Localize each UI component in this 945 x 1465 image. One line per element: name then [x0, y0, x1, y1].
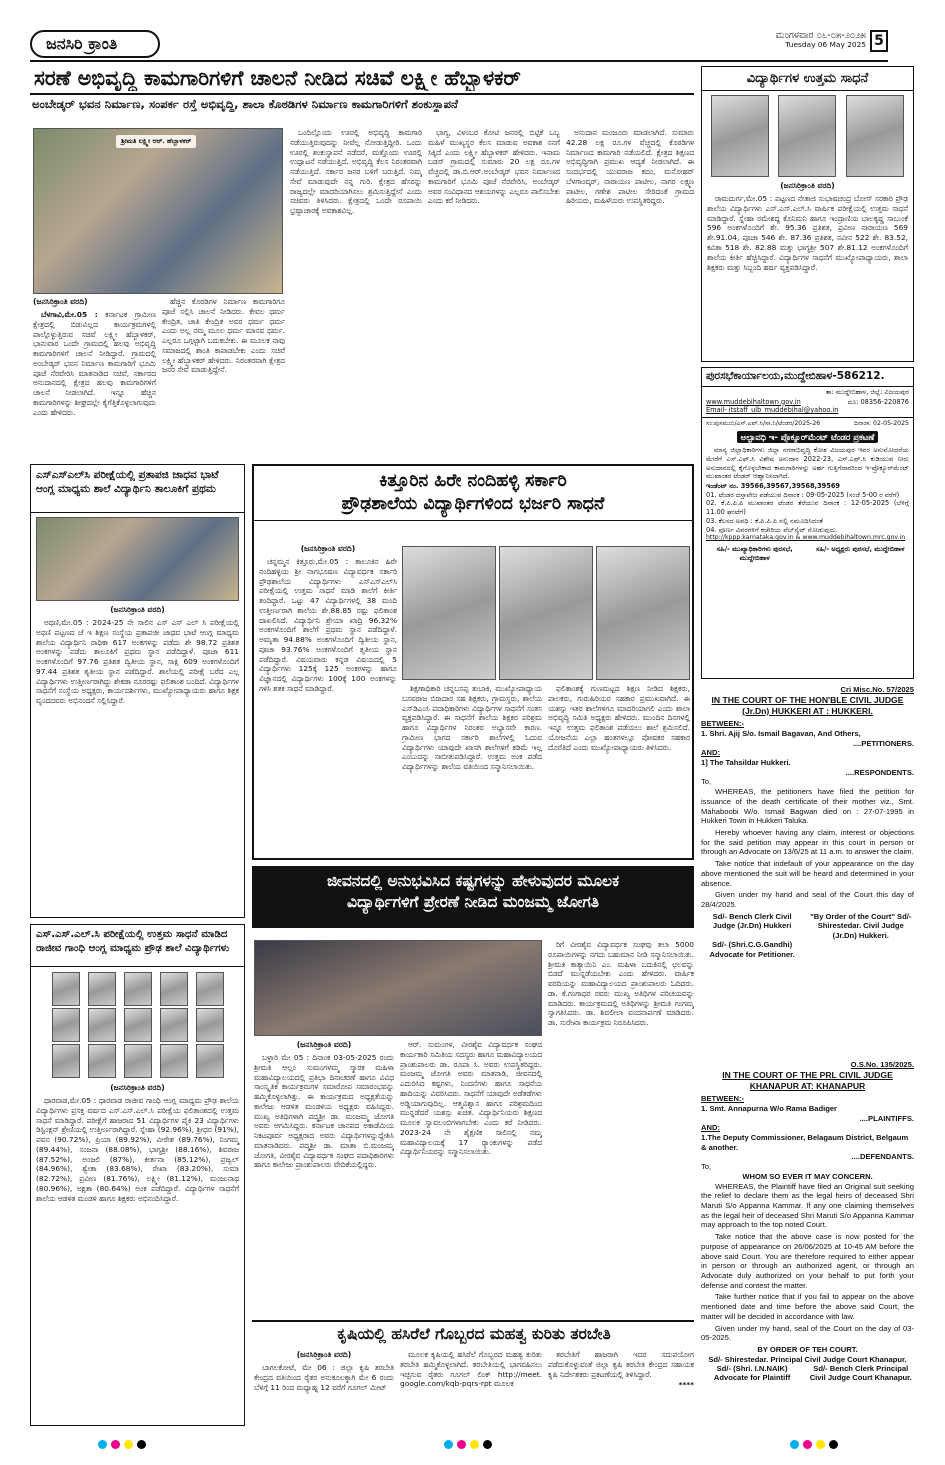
banner-col3	[548, 940, 694, 1316]
left-story1-text	[31, 605, 244, 911]
center-headline-line1: ಕಿತ್ತೂರಿನ ಹಿರೇ ನಂದಿಹಳ್ಳಿ ಸರ್ಕಾರಿ	[379, 471, 567, 491]
tender-item-4: 04. ಪೂರ್ಣ ವಿವರಗಳಿಗೆ ಕಚೇರಿಯ ವೆಬ್‌ಸೈಟ್ ನೋಡುವುದು.	[706, 525, 838, 534]
banner-col3-text: ರಿಗೆ ವೀರಶೈವ ವಿದ್ಯಾವರ್ಧಕ ಸಂಘವು ತಲಾ 5000 ರೂಪಾಯಿಗಳನ್ನು ನಗದು ಬಹುಮಾನ ನೀಡಿ ಸನ್ಮಾನಿಸಲಾಯಿತು. ಶ್ರೀಮತಿ ಕಾತ್ಯಾಯಿನಿ ಎಂ. ಮಹಿಳಾ ಬದುಕಿನಲ್ಲಿ ಛಲವನ್ನು ಬಿಡದೆ ಮುನ್ನಡೆಯಬೇಕು ಎಂದು ಹೇಳಿದರು. ವಾರ್ಷಿಕ ವರದಿಯನ್ನು ಮಹಾವಿದ್ಯಾಲಯದ ಪ್ರಾಂಶುಪಾಲರು ಓದಿದರು. ಡಾ. ಕೆ.ಗಂಗಾಧರ ರವರು ಮುಖ್ಯ ಅತಿಥಿಗಳ ಪರಿಚಯವನ್ನು ಮಾಡಿದರು. ಕಾರ್ಯಕ್ರಮದಲ್ಲಿ ಅತಿಥಿಗಳನ್ನು ಶ್ರೀಮತಿ ಗಂಗಮ್ಮ ಸ್ವಾಗತಿಸಿದರು. ಡಾ. ಶಿವಲೀಲಾ ವಂದನಾರ್ಪಣೆ ಮಾಡಿದರು. ಡಾ. ಸುರೇಖಾ ಕಾರ್ಯಕ್ರಮ ನಿರೂಪಿಸಿದರು.	[548, 940, 694, 1028]
banner-byline: (ಜನಸಿರಿಕ್ರಾಂತಿ ವರದಿ)	[296, 1040, 352, 1049]
legal-notice-1	[701, 685, 914, 1055]
yellow-dot	[816, 1440, 825, 1449]
banner-col1-text: ಬಳ್ಳಾರಿ ಮೇ 05 : ದಿನಾಂಕ 03-05-2025 ರಂದು ಶ್ರೀಮತಿ ಆಲ್ಲಂ ಸುಮಂಗಳಮ್ಮ ಸ್ಮಾರಕ ಮಹಿಳಾ ಮಹಾವಿದ್ಯಾಲಯದಲ್ಲಿ ಪ್ರತಿಭಾ ದಿನಾಚರಣೆ ಹಾಗೂ ವಿವಿಧ ಸಾಂಸ್ಕೃತಿಕ ಕಾರ್ಯಕ್ರಮಗಳ ಸಮಾರೋಪ ಸಮಾರಂಭವನ್ನು ಹಮ್ಮಿಕೊಳ್ಳಲಾಗಿತ್ತು. ಈ ಕಾರ್ಯಕ್ರಮದ ಅಧ್ಯಕ್ಷತೆಯನ್ನು ಕಾಲೇಜು ಆಡಳಿತ ಮಂಡಳಿಯ ಅಧ್ಯಕ್ಷರು ವಹಿಸಿದ್ದರು. ಮುಖ್ಯ ಅತಿಥಿಗಳಾಗಿ ಪದ್ಮಶ್ರೀ ಡಾ. ಮಂಜಮ್ಮ ಜೋಗತಿ ಅವರು ಆಗಮಿಸಿದ್ದರು. ಕರ್ನಾಟಕ ಜಾನಪದ ಅಕಾಡೆಮಿಯ ನಿಕಟಪೂರ್ವ ಅಧ್ಯಕ್ಷರಾದ ಅವರು ವಿದ್ಯಾರ್ಥಿಗಳನ್ನುದ್ದೇಶಿಸಿ ಮಾತನಾಡಿದರು. ಪದ್ಮಶ್ರೀ ಡಾ. ಮಾತಾ ಬಿ.ಮಂಜಮ್ಮ ಜೋಗತಿ, ವೀರಶೈವ ವಿದ್ಯಾವರ್ಧಕ ಸಂಘದ ಪದಾಧಿಕಾರಿಗಳು ಹಾಗೂ ಕಾಲೇಜು ಪ್ರಾಂಶುಪಾಲರು ವೇದಿಕೆಯಲ್ಲಿದ್ದರು.	[254, 1053, 394, 1170]
legal2-para2: Take notice that the above case is now posted for the purpose of appearance on 26/06/2025 at 10-45 AM before the above said Court. You are therefore required to either appear in person or through an authorized agent, or through an Advocate duly authorized on your behalf to put forth your defense and contest the matter.	[701, 1232, 914, 1290]
legal2-signatures	[701, 1364, 914, 1383]
center-col1	[259, 544, 397, 856]
banner-headline-line2: ವಿದ್ಯಾರ್ಥಿಗಳಿಗೆ ಪ್ರೇರಣೆ ನೀಡಿದ ಮಂಜಮ್ಮ ಜೋಗತಿ	[347, 892, 599, 911]
student-tile	[88, 972, 116, 1006]
left-story2	[30, 924, 245, 1426]
tender-email[interactable]: Email- itstaff_ulb_muddebihal@yahoo.in	[702, 406, 913, 418]
legal2-defendant-role: ....DEFENDANTS.	[851, 1152, 914, 1162]
center-story	[252, 464, 694, 860]
legal2-plaintiff-role: ....PLAINTIFFS.	[859, 1113, 914, 1123]
lead-photo	[33, 128, 283, 294]
top-right-box	[701, 66, 914, 362]
magenta-dot	[111, 1440, 120, 1449]
legal1-to: To,	[701, 777, 712, 787]
legal2-order: BY ORDER OF TEH COURT.	[757, 1345, 858, 1355]
bottom-col2-text: ಮೂಲಕ ಕೃಷಿಯಲ್ಲಿ ಹಸಿರೆಲೆ ಗೊಬ್ಬರದ ಮಹತ್ವ ಕುರಿತು ತರಬೇತಿ ಹಮ್ಮಿಕೊಳ್ಳಲಾಗಿದೆ. ತರಬೇತಿಯಲ್ಲಿ ಭಾಗವಹಿಸಲು ಇಚ್ಛಿಸುವ ರೈತರು ಗೂಗಲ್ ಲಿಂಕ್ http://meet. google.com/kqb-pqrs-rpt ಮೂಲಕ	[400, 1350, 542, 1389]
student-tile	[160, 1044, 188, 1078]
bottom-col1	[254, 1350, 394, 1430]
date-english: Tuesday 06 May 2025	[785, 40, 866, 50]
student-tile	[196, 1044, 224, 1078]
center-col2-text: ಶಿಕ್ಷಣಾಧಿಕಾರಿ ಚನ್ನಬಸಪ್ಪ ತುಬಾಕಿ, ಮುಖ್ಯೋಪಾಧ್ಯಾಯ ಬಸವರಾಜ ಬಿರಾದಾರ ಸಹ ಶಿಕ್ಷಕರು, ಗ್ರಾಮಸ್ಥರು, ಶಾಲೆಯ ಎಸ್‌ಡಿಎಂಸಿ ಪದಾಧಿಕಾರಿಗಳು ವಿದ್ಯಾರ್ಥಿಗಳ ಸಾಧನೆಗೆ ಸಂತಸ ವ್ಯಕ್ತಪಡಿಸಿದ್ದಾರೆ. ಈ ಸಾಧನೆಗೆ ಶಾಲೆಯ ಶಿಕ್ಷಕರ ಪರಿಶ್ರಮ ಹಾಗೂ ವಿದ್ಯಾರ್ಥಿಗಳ ನಿರಂತರ ಅಭ್ಯಾಸವೇ ಕಾರಣ. ಗ್ರಾಮೀಣ ಭಾಗದ ಸರ್ಕಾರಿ ಶಾಲೆಗಳಲ್ಲಿ ಓದುವ ವಿದ್ಯಾರ್ಥಿಗಳು ಯಾವುದೇ ಖಾಸಗಿ ಶಾಲೆಗಳಿಗೆ ಕಡಿಮೆ ಇಲ್ಲ ಎಂಬುದನ್ನು ಸಾಬೀತುಪಡಿಸಿದ್ದಾರೆ. ಉತ್ತಮ ಅಂಕ ಪಡೆದ ವಿದ್ಯಾರ್ಥಿಗಳನ್ನು ಶಾಲೆಯ ವತಿಯಿಂದ ಸನ್ಮಾನಿಸಲಾಯಿತು.	[402, 684, 542, 772]
left-story2-byline: (ಜನಸಿರಿಕ್ರಾಂತಿ ವರದಿ)	[110, 1083, 165, 1092]
legal2-and: AND:	[701, 1123, 720, 1133]
student-tile	[52, 972, 80, 1006]
bottom-end-mark: ****	[678, 1380, 694, 1390]
legal1-court: IN THE COURT OF THE HON'BLE CIVIL JUDGE (Jr.Dn) HUKKERI AT : HUKKERI.	[711, 694, 904, 716]
legal2-para1: WHEREAS, the Plaintiff have filed an Original suit seeking the relief to declare them as the legal heirs of deceased Shri Maruti S/o Appanna Kammar. If any one claiming themselves as the legal heir of deceased Shri Maruti S/o Appanna Kammar may approach to the top noted Court.	[701, 1181, 914, 1230]
legal2-sig-advocate: Sd/- (Shri. I.N.NAIK) Advocate for Plaintiff	[713, 1364, 791, 1383]
left-story2-headline: ಎಸ್.ಎಸ್.ಎಲ್.ಸಿ ಪರೀಕ್ಷೆಯಲ್ಲಿ ಉತ್ತಮ ಸಾಧನೆ ಮಾಡಿದ ರಾಜೀವ ಗಾಂಧಿ ಆಂಗ್ಲ ಮಾಧ್ಯಮ ಪ್ರೌಢ ಶಾಲೆ ವಿದ್ಯಾರ್ಥಿಗಳು	[31, 925, 244, 967]
tender-date: ದಿನಾಂಕ: 02-05-2025	[853, 419, 909, 427]
masthead-paper-name: ಜನಸಿರಿ ಕ್ರಾಂತಿ	[30, 30, 160, 58]
student-tile	[124, 1008, 152, 1042]
student-tile	[124, 972, 152, 1006]
top-right-text	[702, 179, 913, 362]
legal1-petitioner-role: ....PETITIONERS.	[852, 738, 914, 748]
bottom-col1-text: ಬಾಗಲಕೋಟೆ, ಮೇ 06 : ಜಿಲ್ಲಾ ಕೃಷಿ ತರಬೇತಿ ಕೇಂದ್ರದ ವತಿಯಿಂದ ರೈತರ ಅನುಕೂಲಕ್ಕಾಗಿ ಮೇ 6 ರಂದು ಬೆಳಿಗ್ಗೆ 11 ರಿಂದ ಮಧ್ಯಾಹ್ನ 12 ವರೆಗೆ ಗೂಗಲ್ ಮೀಟ್	[254, 1363, 394, 1392]
lead-col5	[566, 128, 694, 453]
page-number: 5	[870, 30, 888, 52]
legal2-para4: Given under my hand, seal of the Court on the day of 03-05-2025.	[701, 1323, 914, 1343]
left-story1-headline: ಎಸ್‌ಎಸ್‌ಎಲ್‌ಸಿ ಪರೀಕ್ಷೆಯಲ್ಲಿ ಪ್ರತಾಪಜಿ ಜಾಧವ ಭಾಟೆ ಆಂಗ್ಲ ಮಾಧ್ಯಮ ಶಾಲೆ ವಿದ್ಯಾರ್ಥಿನಿ ತಾಲೂಕಿಗೆ ಪ್ರಥಮ	[31, 465, 244, 513]
black-dot	[137, 1440, 146, 1449]
left-story1-body: ಅಥಣಿ,ಮೇ.05 : 2024-25 ನೇ ಸಾಲಿನ ಎಸ್ ಎಸ್ ಎಲ್ ಸಿ ಪರೀಕ್ಷೆಯಲ್ಲಿ ಅಥಣಿ ಪಟ್ಟಣದ ಜೆ ಇ ಶಿಕ್ಷಣ ಸಂಸ್ಥೆಯ ಪ್ರತಾಪಜೀ ಜಾಧವ ಭಾಟೆ ಆಂಗ್ಲ ಮಾಧ್ಯಮ ಶಾಲೆಯ ವಿದ್ಯಾರ್ಥಿನಿ ರಾಧಿಕಾ 617 ಅಂಕಗಳನ್ನು ಪಡೆದು ಶೇ 98.72 ಪ್ರತಿಶತ ಅಂಕಗಳನ್ನು ಪಡೆದು ತಾಲೂಕಿಗೆ ಪ್ರಥಮ ಸ್ಥಾನ ಪಡೆದಿದ್ದಾಳೆ. ಪೂಜಾ 611 ಅಂಕಗಳೊಂದಿಗೆ 97.76 ಪ್ರತಿಶತ ದ್ವಿತೀಯ ಸ್ಥಾನ, ಸಾಕ್ಷಿ 609 ಅಂಕಗಳೊಂದಿಗೆ 97.44 ಪ್ರತಿಶತ ತೃತೀಯ ಸ್ಥಾನ ಪಡೆದಿದ್ದಾರೆ. ಶಾಲೆಯಲ್ಲಿ ಪರೀಕ್ಷೆ ಬರೆದ ಎಲ್ಲ ವಿದ್ಯಾರ್ಥಿಗಳು ಉತ್ತೀರ್ಣರಾಗಿದ್ದು ಶೇಕಡಾ ನೂರರಷ್ಟು ಫಲಿತಾಂಶ ಬಂದಿದೆ. ವಿದ್ಯಾರ್ಥಿಗಳ ಸಾಧನೆಗೆ ಸಂಸ್ಥೆಯ ಅಧ್ಯಕ್ಷರು, ಕಾರ್ಯದರ್ಶಿಗಳು, ಮುಖ್ಯೋಪಾಧ್ಯಾಯರು ಹಾಗೂ ಶಿಕ್ಷಕ ವೃಂದದವರು ಅಭಿನಂದನೆ ಸಲ್ಲಿಸಿದ್ದಾರೆ.	[36, 618, 239, 706]
legal1-signatures	[701, 912, 914, 940]
bottom-col3	[548, 1350, 694, 1430]
tender-ref-row	[702, 418, 913, 430]
lead-dateline: ಬೆಳಗಾವಿ,ಮೇ.05 :	[41, 310, 98, 320]
tender-sign-left: ಸಹಿ/- ಮುಖ್ಯಾಧಿಕಾರಿಗಳು ಪುರಸಭೆ, ಮುದ್ದೇಬಿಹಾಳ	[716, 545, 793, 563]
tender-item-1: 01. ಟೆಂಡರ ದಸ್ತಾವೇಜ ಪಡೆಯುವ ದಿನಾಂಕ : 09-05-2025 (ಸಂಜೆ 5-00 ರ ವರೆಗೆ)	[706, 490, 900, 499]
student-tile	[52, 1044, 80, 1078]
banner-col2-text: ಆರ್. ಸುಮಂಗಳ, ವೀರಶೈವ ವಿದ್ಯಾವರ್ಧಕ ಸಂಘದ ಕಾರ್ಯಕಾರಿ ಸಮಿತಿಯ ಸದಸ್ಯರು ಹಾಗೂ ಮಹಾವಿದ್ಯಾಲಯದ ಪ್ರಾಂಶುಪಾಲರು ಡಾ. ರೂಪಾ ಸಿ. ಅವರು ಉಪಸ್ಥಿತರಿದ್ದರು. ಮಂಜಮ್ಮ ಜೋಗತಿ ಅವರು ಮಾತನಾಡಿ, ಜೀವನದಲ್ಲಿ ಎದುರಿಸಿದ ಕಷ್ಟಗಳು, ನಿಂದನೆಗಳು ಹಾಗೂ ಸಾಧನೆಯ ಹಾದಿಯನ್ನು ವಿವರಿಸಿದರು. ಸಾಧನೆಗೆ ಯಾವುದೇ ಅಡೆತಡೆಗಳು ಅಡ್ಡಿಯಾಗುವುದಿಲ್ಲ. ಆತ್ಮವಿಶ್ವಾಸ ಹಾಗೂ ಪರಿಶ್ರಮದಿಂದ ಮುನ್ನಡೆದರೆ ಯಶಸ್ಸು ಖಚಿತ. ವಿದ್ಯಾರ್ಥಿನಿಯರು ಶಿಕ್ಷಣದ ಮೂಲಕ ಸ್ವಾವಲಂಬಿಗಳಾಗಬೇಕು ಎಂದು ಕರೆ ನೀಡಿದರು. 2023-24 ನೇ ಶೈಕ್ಷಣಿಕ ಸಾಲಿನಲ್ಲಿ ನಮ್ಮ ಮಹಾವಿದ್ಯಾಲಯಕ್ಕೆ 17 ರ್‍ಯಾಂಕುಗಳನ್ನು ಪಡೆದ ವಿದ್ಯಾರ್ಥಿನಿಯರನ್ನು ಸನ್ಮಾನಿಸಲಾಯಿತು.	[400, 1040, 542, 1157]
top-right-byline: (ಜನಸಿರಿಕ್ರಾಂತಿ ವರದಿ)	[780, 181, 835, 191]
black-dot	[829, 1440, 838, 1449]
legal-notice-2	[701, 1060, 914, 1430]
tender-phone: ದೂ: 08356-220876	[847, 397, 909, 406]
tender-title-wrap	[702, 432, 913, 443]
legal1-case-no: Cri Misc.No. 57/2025	[840, 685, 914, 694]
student-tile	[88, 1008, 116, 1042]
legal2-sig2: Sd/- Bench Clerk Principal Civil Judge Court Khanapur.	[809, 1364, 912, 1383]
legal1-para1: WHEREAS, the petitioners have filed the petition for issuance of the death certificate of their mother viz., Smt. Mahaboobi W/o. Ismail Bagwan died on : 27-07-1995 in Hukkeri Town in Hukkeri Taluka.	[701, 787, 914, 826]
legal2-heading: WHOM SO EVER IT MAY CONCERN.	[742, 1171, 873, 1181]
legal1-para2: Hereby whoever having any claim, interest or objections for the said petition may appear in this court in person or through an Advocate on 13/6/25 at 11 a.m. to answer the claim.	[701, 827, 914, 857]
lead-col3	[290, 128, 422, 453]
legal1-para3: Take notice that indefault of your appearance on the day above mentioned the suit will be heard and determined in your absence.	[701, 859, 914, 888]
tender-website[interactable]: www.muddebihaltown.gov.in	[706, 397, 801, 406]
registration-marks-right	[790, 1440, 850, 1452]
registration-marks-left	[98, 1440, 158, 1452]
legal2-case-no: O.S.No. 135/2025.	[850, 1060, 914, 1069]
legal1-petitioner: 1. Shri. Ajij S/o. Ismail Bagavan, And Others,	[701, 728, 861, 738]
left-story2-text	[31, 1083, 244, 1413]
lead-col5-text: ಅನುದಾನ ಮಂಜೂರು ಮಾಡಲಾಗಿದೆ. ಸುಮಾರು 42.28 ಲಕ್ಷ ರೂ.ಗಳ ವೆಚ್ಚದಲ್ಲಿ ಕೊಠಡಿಗಳ ನಿರ್ಮಾಣದ ಕಾಮಗಾರಿ ನಡೆಯಲಿದೆ. ಕ್ಷೇತ್ರದ ಶಿಕ್ಷಣದ ಅಭಿವೃದ್ಧಿಗಾಗಿ ಪ್ರಮುಖ ಆದ್ಯತೆ ನೀಡಲಾಗಿದೆ. ಈ ಸಂದರ್ಭದಲ್ಲಿ ಯುವರಾಜ ಕದಂ, ಮನೋಹರ್ ಬೆಳಗಾಂವ್ಕರ್, ನಾರಾಯಣ ಪಾಟೀಲ, ನಾಗರ ಲಕ್ಷ್ಮಣ ಪಾಟೀಲ, ಗಣೇಶ ಪಾಟೀಲ ಸೇರಿದಂತೆ ಗ್ರಾಮದ ಹಿರಿಯರು, ಮಹಿಳೆಯರು ಉಪಸ್ಥಿತರಿದ್ದರು.	[566, 128, 694, 206]
lead-col4-text: ಭಾಗ್ಯ, ವಿಳಂಬರ ಕೋಟಿ ಜನರಲ್ಲಿ ಬಿಟ್ಟಿಕೆ ಒಬ್ಬ ಮಹಿಳೆ ಮುಖ್ಯಸ್ಥರ ಕೆಲಸ ಮಾಡುವ ಅವಕಾಶ ನನಗೆ ಸಿಕ್ಕಿದೆ ಎಂದು ಲಕ್ಷ್ಮೀ ಹೆಬ್ಬಾಳಕರ್ ಹೇಳಿದರು. ಇನಾಮ ಬಡಸ್ ಗ್ರಾಮದಲ್ಲಿ ಸುಮಾರು 20 ಲಕ್ಷ ರೂ.ಗಳ ವೆಚ್ಚದಲ್ಲಿ ಡಾ.ಬಿ.ಆರ್.ಅಂಬೇಡ್ಕರ್ ಭವನ ನಿರ್ಮಾಣದ ಕಾಮಗಾರಿಗೆ ಭೂಮಿ ಪೂಜೆ ನೆರವೇರಿಸಿ, ಅಂಬೇಡ್ಕರ್ ಅವರ ಸಂವಿಧಾನದ ಆಶಯಗಳನ್ನು ಎಲ್ಲರೂ ಪಾಲಿಸಬೇಕು ಎಂದು ಕರೆ ನೀಡಿದರು.	[428, 128, 560, 206]
center-student-photo-3	[596, 546, 690, 680]
bottom-headline: ಕೃಷಿಯಲ್ಲಿ ಹಸಿರೆಲೆ ಗೊಬ್ಬರದ ಮಹತ್ವ ಕುರಿತು ತರಬೇತಿ	[337, 1325, 611, 1343]
yellow-dot	[124, 1440, 133, 1449]
black-dot	[483, 1440, 492, 1449]
bottom-rule	[252, 1320, 694, 1322]
legal1-sig-left: Sd/- Bench Clerk Civil Judge (Jr.Dn) Hukkeri	[712, 911, 792, 931]
yellow-dot	[470, 1440, 479, 1449]
masthead-rule	[30, 60, 888, 62]
magenta-dot	[803, 1440, 812, 1449]
tender-signatures	[706, 545, 909, 562]
student-tile	[88, 1044, 116, 1078]
tender-body: ಮಾನ್ಯ ಜಿಲ್ಲಾಧಿಕಾರಿಗಳು ಜಿಲ್ಲಾ ನಗರಾಭಿವೃದ್ಧಿ ಕೋಶ ವಿಜಯಪುರ ಇವರ ಅನುಮೋದನೆಯ ಮೇರೆಗೆ ಎಸ್.ಎಫ್.ಸಿ ವಿಶೇಷ ಅನುದಾನ 2022-23, ಎಸ್.ಎಫ್.ಸಿ ಕುಡಿಯುವ ನೀರು ಅನುದಾನದಲ್ಲಿ ಕೈಗೊಳ್ಳಬೇಕಾದ ಕಾಮಗಾರಿಗಳನ್ನು ಅರ್ಹ ಗುತ್ತಿಗೆದಾರರಿಂದ ಇ-ಪ್ರೊಕ್ಯೂರ್‌ಮೆಂಟ್ ಮುಖಾಂತರ ಟೆಂಡರ್ ಆಹ್ವಾನಿಸಲಾಗಿದೆ.	[706, 446, 909, 481]
tender-sign-right: ಸಹಿ/- ಅಧ್ಯಕ್ಷರು ಪುರಸಭೆ, ಮುದ್ದೇಬಿಹಾಳ	[815, 545, 905, 554]
tender-district: ತಾ: ಮುದ್ದೇಬಿಹಾಳ, ಜಿಲ್ಲೆ: ವಿಜಯಪುರ	[825, 387, 909, 396]
student-tile	[124, 1044, 152, 1078]
tender-office: ಪುರಸಭೆಕಾರ್ಯಾಲಯ,ಮುದ್ದೇಬಿಹಾಳ-586212.	[702, 368, 913, 387]
center-photos	[402, 546, 690, 680]
left-story1-photo	[36, 517, 239, 601]
left-story1-byline: (ಜನಸಿರಿಕ್ರಾಂತಿ ವರದಿ)	[110, 605, 165, 614]
legal1-sig-right: "By Order of the Court" Sd/- Shirestedar. Civil Judge (Jr.Dn) Hukkeri.	[810, 911, 912, 940]
lead-subhead: ಅಂಬೇಡ್ಕರ್ ಭವನ ನಿರ್ಮಾಣ, ಸಂಪರ್ಕ ರಸ್ತೆ ಅಭಿವೃದ್ಧಿ, ಶಾಲಾ ಕೊಠಡಿಗಳ ನಿರ್ಮಾಣ ಕಾಮಗಾರಿಗಳಿಗೆ ಶಂಕುಸ್ಥಾಪನೆ	[32, 97, 458, 111]
tender-indent: ಇಂಡೆಂಟ್ ನಂ. 39566,39567,39568,39569	[706, 482, 841, 491]
center-col3	[548, 684, 690, 856]
banner-col1	[254, 1040, 394, 1316]
cyan-dot	[98, 1440, 107, 1449]
bottom-col3-text: ತರಬೇತಿಗೆ ಹಾಜರಾಗಿ ಇದರ ಸದುಪಯೋಗ ಪಡೆದುಕೊಳ್ಳುವಂತೆ ಜಿಲ್ಲಾ ಕೃಷಿ ತರಬೇತಿ ಕೇಂದ್ರದ ಸಹಾಯಕ ಕೃಷಿ ನಿರ್ದೇಶಕರು ಪ್ರಕಟಣೆಯಲ್ಲಿ ತಿಳಿಸಿದ್ದಾರೆ.	[548, 1350, 694, 1379]
tender-contact	[702, 398, 913, 407]
student-tile	[160, 972, 188, 1006]
center-headline	[254, 466, 692, 521]
lead-rule	[30, 93, 694, 95]
banner-col2	[400, 1040, 542, 1316]
student-photo-2	[778, 95, 836, 177]
left-story2-body: ಧಾರವಾಡ,ಮೇ.05 : ಧಾರವಾಡ ರಾಜೀವ ಗಾಂಧಿ ಆಂಗ್ಲ ಮಾಧ್ಯಮ ಪ್ರೌಢ ಶಾಲೆಯ ವಿದ್ಯಾರ್ಥಿಗಳು ಪ್ರಸಕ್ತ ವರ್ಷದ ಎಸ್.ಎಸ್.ಎಲ್.ಸಿ ಪರೀಕ್ಷೆಯ ಫಲಿತಾಂಶದಲ್ಲಿ ಉತ್ತಮ ಸಾಧನೆ ಮಾಡಿದ್ದಾರೆ. ಪರೀಕ್ಷೆಗೆ ಹಾಜರಾದ 51 ವಿದ್ಯಾರ್ಥಿಗಳ ಪೈಕಿ 23 ವಿದ್ಯಾರ್ಥಿಗಳು ಡಿಸ್ಟಿಂಕ್ಷನ್ ಶ್ರೇಣಿಯಲ್ಲಿ ಉತ್ತೀರ್ಣರಾಗಿದ್ದಾರೆ. ಸ್ನೇಹಾ (92.96%), ಶ್ರೀಧರ (91%), ಪವನ (90.72%), ಪ್ರಿಯಾ (89.92%), ವೀರೇಶ (89.76%), ನಿಂಗಮ್ಮ (89.44%), ಸಂಜನಾ (88.08%), ಭಾಗ್ಯಶ್ರೀ (88.16%), ಶಿವರಾಜ (87.52%), ಅಂಜಲಿ (87%), ಕೀರ್ತನಾ (85.12%), ಪ್ರಜ್ವಲ್ (84.96%), ಶ್ವೇತಾ (83.68%), ರೇಖಾ (83.20%), ಸುಮಾ (82.72%), ಪ್ರವೀಣ (81.76%), ಲಕ್ಷ್ಮೀ (81.12%), ಮಂಜುನಾಥ (80.96%), ಅಕ್ಷತಾ (80.64%) ಅಂಕ ಪಡೆದಿದ್ದಾರೆ. ವಿದ್ಯಾರ್ಥಿಗಳ ಸಾಧನೆಗೆ ಶಾಲೆಯ ಆಡಳಿತ ಮಂಡಳಿ ಹಾಗೂ ಶಿಕ್ಷಕರು ಅಭಿನಂದಿಸಿದ್ದಾರೆ.	[36, 1096, 239, 1203]
lead-col1	[33, 297, 156, 453]
student-tile	[52, 1008, 80, 1042]
center-col1-text: ಚನ್ನಮ್ಮನ ಕಿತ್ತೂರು,ಮೇ.05 : ತಾಲೂಕಿನ ಹಿರೇ ನಂದಿಹಳ್ಳಿಯ ಶ್ರೀ ನಾಗಭೂಷಣ ವಿದ್ಯಾವರ್ಧಕ ಸರ್ಕಾರಿ ಪ್ರೌಢಶಾಲೆಯ ವಿದ್ಯಾರ್ಥಿಗಳು ಎಸ್ಎಸ್ಎಲ್‌ಸಿ ಪರೀಕ್ಷೆಯಲ್ಲಿ ಉತ್ತಮ ಸಾಧನೆ ಮಾಡಿ ಶಾಲೆಗೆ ಕೀರ್ತಿ ತಂದಿದ್ದಾರೆ. ಒಟ್ಟು 47 ವಿದ್ಯಾರ್ಥಿಗಳಲ್ಲಿ 38 ಮಂದಿ ಉತ್ತೀರ್ಣರಾಗಿ ಶಾಲೆಯ ಶೇ.88.85 ರಷ್ಟು ಫಲಿತಾಂಶ ದಾಖಲಿಸಿದೆ. ವಿದ್ಯಾರ್ಥಿನಿ ಶ್ರೇಯಾ ಖಾದ್ರಿ 96.32% ಅಂಕಗಳೊಂದಿಗೆ ಶಾಲೆಗೆ ಪ್ರಥಮ ಸ್ಥಾನ ಪಡೆದಿದ್ದಾಳೆ. ಅಮೃತಾ 94.88% ಅಂಕಗಳೊಂದಿಗೆ ದ್ವಿತೀಯ ಸ್ಥಾನ, ಪೂಜಾ 93.76% ಅಂಕಗಳೊಂದಿಗೆ ತೃತೀಯ ಸ್ಥಾನ ಪಡೆದಿದ್ದಾರೆ. ವಿಷಯವಾರು ಕನ್ನಡ ವಿಷಯದಲ್ಲಿ 5 ವಿದ್ಯಾರ್ಥಿಗಳು 125ಕ್ಕೆ 125 ಅಂಕಗಳನ್ನು ಹಾಗೂ ವಿಜ್ಞಾನದಲ್ಲಿ ವಿದ್ಯಾರ್ಥಿಗಳು 100ಕ್ಕೆ 100 ಅಂಕಗಳನ್ನು ಗಳಿಸಿ ಶತಕ ಸಾಧನೆ ಮಾಡಿದ್ದಾರೆ.	[259, 557, 397, 693]
lead-col4	[428, 128, 560, 453]
tender-notice	[701, 367, 914, 679]
lead-headline: ಸರಣೆ ಅಭಿವೃದ್ಧಿ ಕಾಮಗಾರಿಗಳಿಗೆ ಚಾಲನೆ ನೀಡಿದ ಸಚಿವೆ ಲಕ್ಷ್ಮೀ ಹೆಬ್ಬಾಳಕರ್	[34, 66, 521, 90]
tender-ref: ಸಂ:ಪುಸಮುಬಿ/ಎಸ್.ಎಪ್.ಸಿ/ಸಾ.ನಿ/ಟೆಂಡರ/2025-26	[706, 419, 821, 427]
date-kannada: ಮಂಗಳವಾರ ೦೬-೦೫-೨೦೨೫	[775, 30, 866, 41]
center-col3-text: ಫಲಿತಾಂಶಕ್ಕೆ ಗುಣಮಟ್ಟದ ಶಿಕ್ಷಣ ನೀಡಿದ ಶಿಕ್ಷಕರು, ಪಾಲಕರು, ಗುರುಹಿರಿಯರ ಸಹಕಾರ ಪ್ರಮುಖವಾಗಿದೆ. ಈ ಯಶಸ್ಸು ಇತರ ಶಾಲೆಗಳಿಗೂ ಮಾದರಿಯಾಗಲಿ ಎಂದು ಶಾಲಾ ಅಭಿವೃದ್ಧಿ ಸಮಿತಿ ಅಧ್ಯಕ್ಷರು ಹೇಳಿದರು. ಮುಂದಿನ ದಿನಗಳಲ್ಲಿ ಇನ್ನೂ ಉತ್ತಮ ಫಲಿತಾಂಶ ಪಡೆಯಲು ಶಾಲೆ ಶ್ರಮಿಸಲಿದೆ. ಯೋಜನೆಯ ಎಲ್ಲಾ ಹಂತಗಳಲ್ಲೂ ಪೋಷಕರ ಸಹಕಾರ ದೊರೆತಿದೆ ಎಂದು ಮುಖ್ಯೋಪಾಧ್ಯಾಯರು ತಿಳಿಸಿದರು.	[548, 684, 690, 752]
legal2-plaintiff: 1. Smt. Annapurna W/o Rama Badiger	[701, 1103, 838, 1113]
legal1-respondent-role: ....RESPONDENTS.	[845, 767, 914, 777]
lead-col2-text: ಹೆಚ್ಚಿನ ಕೊಠಡಿಗಳ ನಿರ್ಮಾಣ ಕಾಮಗಾರಿಗೂ ಪೂಜೆ ಸಲ್ಲಿಸಿ ಚಾಲನೆ ನೀಡಿದರು. ಕೇವಲ ಧರ್ಮ ಕೇಂದ್ರಿತ, ಜಾತಿ ಕೇಂದ್ರಿತ ಅವರ ಧರ್ಮ ಧರ್ಮ ಎಂದು ಅಲ್ಲ ನಮ್ಮ ಮೂಲ ಧರ್ಮ ಮಾನವ ಧರ್ಮ. ಎಲ್ಲರೂ ಒಗ್ಗಟ್ಟಾಗಿ ಬದುಕಬೇಕು. ಈ ಮೂಲಕ ನಾವು ಸಮಾಜದಲ್ಲಿ ಶಾಂತಿ ಕಾಪಾಡಬೇಕು ಎಂದು ಸಚಿವೆ ಲಕ್ಷ್ಮೀ ಹೆಬ್ಬಾಳಕರ್ ಹೇಳಿದರು. ನಿರಂತರವಾಗಿ ಕ್ಷೇತ್ರದ ಜನರ ಸೇವೆ ಮಾಡುತ್ತಿದ್ದೇನೆ.	[162, 297, 285, 375]
lead-col1-text: ಕರ್ನಾಟಕ ಗ್ರಾಮೀಣ ಕ್ಷೇತ್ರದಲ್ಲಿ ಬಿಡುವಿಲ್ಲದ ಕಾರ್ಯಕ್ರಮಗಳಲ್ಲಿ ಪಾಲ್ಗೊಳ್ಳುತ್ತಿರುವ ಸಚಿವೆ ಲಕ್ಷ್ಮೀ ಹೆಬ್ಬಾಳಕರ್, ಭಾನುವಾರ ಒಂದೇ ಗ್ರಾಮದಲ್ಲಿ ಹಲವು ಅಭಿವೃದ್ಧಿ ಕಾಮಗಾರಿಗಳಿಗೆ ಚಾಲನೆ ನೀಡಿದ್ದಾರೆ. ಗ್ರಾಮದಲ್ಲಿ ಅಂಬೇಡ್ಕರ್ ಭವನ ನಿರ್ಮಾಣ ಕಾಮಗಾರಿಗೆ ಭೂಮಿ ಪೂಜೆ ನೆರವೇರಿಸಿ ಮಾತನಾಡಿದ ಸಚಿವೆ, ಸರ್ಕಾರದ ಅನುದಾನದಲ್ಲಿ ಕ್ಷೇತ್ರದ ಹಲವು ಕಾಮಗಾರಿಗಳಿಗೆ ಚಾಲನೆ ನೀಡಲಾಗಿದೆ. ಇನ್ನೂ ಹೆಚ್ಚಿನ ಕಾಮಗಾರಿಗಳನ್ನು ಶೀಘ್ರದಲ್ಲೇ ಕೈಗೆತ್ತಿಕೊಳ್ಳಲಾಗುವುದು ಎಂದು ಹೇಳಿದರು.	[33, 310, 156, 417]
student-photo-1	[711, 95, 769, 177]
lead-col3-text: ಒಂದಿಲ್ಲೊಂದು ಊರಲ್ಲಿ ಅಭಿವೃದ್ಧಿ ಕಾಮಗಾರಿ ನಡೆಯುತ್ತಿರುವುದನ್ನು ನೀವೆಲ್ಲ ನೋಡುತ್ತಿದ್ದೀರಿ. ಒಂದು ಊರಲ್ಲಿ ಶಂಕುಸ್ಥಾಪನೆ ನಡೆದರೆ, ಮತ್ತೊಂದು ಊರಲ್ಲಿ ಉದ್ಘಾಟನೆ ನಡೆಯುತ್ತಿದೆ. ಅಭಿವೃದ್ಧಿ ಕೆಲಸ ನಿರಂತರವಾಗಿ ನಡೆಯುತ್ತಿದೆ. ಸರ್ಕಾರ ಜನರ ಬಳಿಗೆ ಬರುತ್ತಿದೆ. ನಿಮ್ಮ ಸೇವೆ ಮಾಡುವುದೇ ನನ್ನ ಗುರಿ. ಕ್ಷೇತ್ರದ ಹೆಸರನ್ನು ರಾಜ್ಯದಲ್ಲೇ ಮಾದರಿಯಾಗಿಸಲು ಶ್ರಮಿಸುತ್ತಿದ್ದೇನೆ ಎಂದು ಸಚಿವರು ತಿಳಿಸಿದರು. ಕ್ಷೇತ್ರದಲ್ಲಿ ಒಂದೇ ರೂಪಾಯಿ ಭ್ರಷ್ಟಾಚಾರಕ್ಕೆ ಅವಕಾಶವಿಲ್ಲ.	[290, 128, 422, 216]
student-tile	[196, 1008, 224, 1042]
lead-col2	[162, 297, 285, 453]
registration-marks-center	[444, 1440, 504, 1452]
magenta-dot	[457, 1440, 466, 1449]
center-byline: (ಜನಸಿರಿಕ್ರಾಂತಿ ವರದಿ)	[300, 544, 356, 553]
legal2-between: BETWEEN:-	[701, 1094, 745, 1104]
tender-item-3: 03. ಕೆಲಸದ ಅವಧಿ : ಕೆ.ಪಿ.ಪಿ.ಪಿ ನಲ್ಲಿ ನಮೂದಿಸಿದಂತೆ	[706, 516, 823, 525]
center-headline-line2: ಪ್ರೌಢಶಾಲೆಯ ವಿದ್ಯಾರ್ಥಿಗಳಿಂದ ಭರ್ಜರಿ ಸಾಧನೆ	[341, 493, 605, 514]
legal1-between: BETWEEN:-	[701, 719, 745, 729]
legal2-to: To,	[701, 1162, 712, 1172]
center-col2	[402, 684, 542, 856]
tender-urls[interactable]: http://kppp.karnataka.gov.in & www.muddebihaltown.mrc.gov.in	[706, 534, 906, 542]
banner-headline-line1: ಜೀವನದಲ್ಲಿ ಅನುಭವಿಸಿದ ಕಷ್ಟಗಳನ್ನು ಹೇಳುವುದರ ಮೂಲಕ	[326, 872, 620, 890]
center-student-photo-1	[402, 546, 496, 680]
student-tile	[196, 972, 224, 1006]
legal1-respondent: 1] The Tahsildar Hukkeri.	[701, 757, 791, 767]
cyan-dot	[444, 1440, 453, 1449]
banner-headline	[252, 866, 694, 928]
top-right-photos	[702, 91, 913, 179]
lead-photo-banner: ಶ್ರೀಮತಿ ಲಕ್ಷ್ಮೀ ಆರ್. ಹೆಬ್ಬಾಳಕರ್	[116, 135, 196, 148]
tender-title: ಅಲ್ಪಾವಧಿ ಇ- ಪ್ರೊಕ್ಯೂರ್‌ಮೆಂಟ್ ಟೆಂಡರ ಪ್ರಕಟಣೆ	[737, 431, 879, 443]
left-story1	[30, 464, 245, 918]
legal1-para4: Given under my hand and seal of the Court this day of 28/4/2025.	[701, 890, 914, 909]
legal1-sig-advocate: Sd/- (Shri.C.G.Gandhi) Advocate for Petitioner.	[709, 940, 795, 959]
legal2-court: IN THE COURT OF THE PRL CIVIL JUDGE KHANAPUR AT: KHANAPUR	[722, 1069, 893, 1091]
legal2-sig1: Sd/- Shirestedar. Principal Civil Judge Court Khanapur.	[708, 1354, 907, 1364]
tender-item-2: 02. ಕೆ.ಪಿ.ಪಿ.ಪಿ ಮುಖಾಂತರ ಟೆಂಡರ ತೆರೆಯುವ ದಿನಾಂಕ : 12-05-2025 (ಬೆಳಿಗ್ಗೆ 11.00 ಘಂಟೆಗೆ)	[706, 499, 909, 517]
top-right-body: ರಾಮದುರ್ಗ,ಮೇ.05 : ಪಟ್ಟಣದ ನೇತಾಜಿ ಸುಭಾಷಚಂದ್ರ ಬೋಸ್ ಸರಕಾರಿ ಪ್ರೌಢ ಶಾಲೆಯ ವಿದ್ಯಾರ್ಥಿಗಳು ಎಸ್.ಎಸ್.ಎಲ್.ಸಿ ವಾರ್ಷಿಕ ಪರೀಕ್ಷೆಯಲ್ಲಿ ಉತ್ತಮ ಸಾಧನೆ ಮಾಡಿದ್ದಾರೆ. ಸ್ನೇಹಾ ರಮೇಶದ್ದ ಕೊನಿಮನಿ ಹಾಗೂ ಇಂದ್ರಾಣಿಯ ಬಾಲಕೃಷ್ಣ ಸಾಬುಂಕೆ 596 ಅಂಕಗಳೊಂದಿಗೆ ಶೇ. 95.36 ಪ್ರತಿಶತ, ಪ್ರವೀಣ ನಾರಾಯಣ 569 ಶೇ.91.04, ಪೂಜಾ 546 ಶೇ. 87.36 ಪ್ರತಿಶತ, ನವೀನ 522 ಶೇ. 83.52, ಕವಿತಾ 518 ಶೇ. 82.88 ಮತ್ತು ಭಾಗ್ಯಶ್ರೀ 507 ಶೇ.81.12 ಅಂಕಗಳೊಂದಿಗೆ ಶಾಲೆಯ ಕೀರ್ತಿ ಹೆಚ್ಚಿಸಿದ್ದಾರೆ. ವಿದ್ಯಾರ್ಥಿಗಳ ಸಾಧನೆಗೆ ಮುಖ್ಯೋಪಾಧ್ಯಾಯರು, ಶಾಲಾ ಶಿಕ್ಷಕರು ಮತ್ತು ಸಿಬ್ಬಂದಿ ಹರ್ಷ ವ್ಯಕ್ತಪಡಿಸಿದ್ದಾರೆ.	[707, 194, 908, 272]
tender-body-wrap	[702, 445, 913, 641]
bottom-col2	[400, 1350, 542, 1430]
student-photo-3	[846, 95, 904, 177]
legal1-and: AND:	[701, 748, 720, 758]
legal2-para3: Take further notice that if you fail to appear on the above mentioned date and time before the above said Court, the matter will be decided in accordance with law.	[701, 1292, 914, 1321]
masthead-date	[726, 30, 866, 50]
banner-photo	[254, 940, 542, 1036]
student-tile	[160, 1008, 188, 1042]
legal2-defendant: 1.The Deputy Commissioner, Belagaum District, Belgaum & another.	[701, 1132, 909, 1152]
cyan-dot	[790, 1440, 799, 1449]
bottom-byline: (ಜನಸಿರಿಕ್ರಾಂತಿ ವರದಿ)	[296, 1350, 352, 1359]
center-student-photo-2	[499, 546, 593, 680]
lead-byline: (ಜನಸಿರಿಕ್ರಾಂತಿ ವರದಿ)	[33, 297, 88, 306]
top-right-title: ವಿದ್ಯಾರ್ಥಿಗಳ ಉತ್ತಮ ಸಾಧನೆ	[702, 67, 913, 91]
left-story2-photos	[31, 967, 244, 1083]
